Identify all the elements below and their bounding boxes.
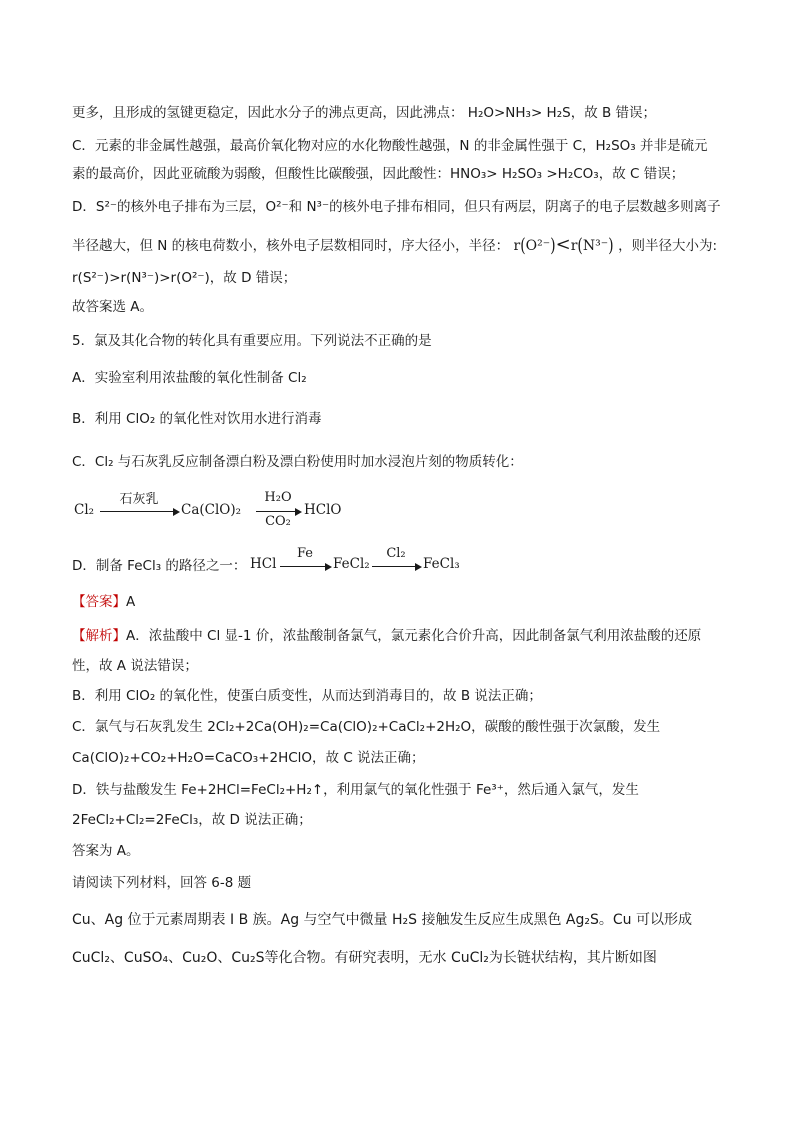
text-line: D．铁与盐酸发生 Fe+2HCl=FeCl₂+H₂↑，利用氯气的氧化性强于 Fe³⁺，然后通入氯气，发生 — [72, 782, 639, 798]
reaction-arrow-icon — [280, 566, 330, 567]
text-segment: ，则半径大小为: — [618, 238, 718, 254]
oxide-ion: O²⁻ — [525, 238, 551, 254]
less-than-sign: < — [555, 234, 571, 255]
scheme-c-arrow2-bottom: CO₂ — [265, 514, 291, 529]
text-line: 更多，且形成的氢键更稳定，因此水分子的沸点更高，因此沸点： H₂O>NH₃> H₂S，故 B 错误； — [72, 105, 657, 121]
text-line: 答案为 A。 — [72, 843, 140, 859]
radius-symbol: r — [570, 238, 578, 254]
analysis-text: A．浓盐酸中 Cl 显-1 价，浓盐酸制备氯气，氯元素化合价升高，因此制备氯气利用浓盐酸的还原 — [126, 628, 702, 644]
reaction-arrow-icon — [100, 511, 178, 512]
material-intro: 请阅读下列材料，回答 6-8 题 — [72, 875, 252, 891]
scheme-c-arrow2-top: H₂O — [264, 490, 292, 505]
text-line — [72, 235, 717, 256]
text-line: 性，故 A 说法错误； — [72, 658, 198, 674]
text-line: B．利用 ClO₂ 的氧化性，使蛋白质变性，从而达到消毒目的，故 B 说法正确； — [72, 688, 542, 704]
scheme-d-arrow1-label: Fe — [296, 546, 313, 561]
text-line: 素的最高价，因此亚硫酸为弱酸，但酸性比碳酸强，因此酸性：HNO₃> H₂SO₃ >H₂CO₃，故 C 错误； — [72, 166, 685, 182]
analysis-tag: 【解析】 — [72, 628, 126, 644]
scheme-d-end: FeCl₃ — [423, 556, 460, 572]
text-segment: 半径越大，但 N 的核电荷数小，核外电子层数相同时，序大径小，半径： — [72, 238, 510, 254]
radius-symbol: r — [513, 238, 521, 254]
material-text: CuCl₂、CuSO₄、Cu₂O、Cu₂S等化合物。有研究表明，无水 CuCl₂为长链状结构，其片断如图 — [72, 950, 657, 966]
option-c: C．Cl₂ 与石灰乳反应制备漂白粉及漂白粉使用时加水浸泡片刻的物质转化： — [72, 454, 523, 470]
text-line: r(S²⁻)>r(N³⁻)>r(O²⁻)，故 D 错误； — [72, 270, 297, 286]
text-line: D．S²⁻的核外电子排布为三层，O²⁻和 N³⁻的核外电子排布相同，但只有两层，阴离子的电子层数越多则离子 — [72, 199, 721, 215]
scheme-d-start: HCl — [250, 556, 277, 572]
question-stem: 5．氯及其化合物的转化具有重要应用。下列说法不正确的是 — [72, 333, 432, 349]
text-line: 2FeCl₂+Cl₂=2FeCl₃，故 D 说法正确； — [72, 812, 312, 828]
scheme-d-mid: FeCl₂ — [333, 556, 370, 572]
option-b: B．利用 ClO₂ 的氧化性对饮用水进行消毒 — [72, 411, 322, 427]
scheme-c-end: HClO — [304, 502, 342, 518]
scheme-c-arrow1-label: 石灰乳 — [119, 492, 159, 507]
material-text: Cu、Ag 位于元素周期表 I B 族。Ag 与空气中微量 H₂S 接触发生反应生成黑色 Ag₂S。Cu 可以形成 — [72, 912, 692, 928]
scheme-d-arrow2-label: Cl₂ — [386, 546, 406, 561]
scheme-c-start: Cl₂ — [74, 502, 95, 518]
scheme-c-mid: Ca(ClO)₂ — [181, 502, 242, 518]
radius-comparison: r(O²⁻)<r(N³⁻) — [513, 234, 614, 257]
option-a: A．实验室利用浓盐酸的氧化性制备 Cl₂ — [72, 370, 307, 386]
answer-value: A — [126, 594, 136, 610]
text-line: C．氯气与石灰乳发生 2Cl₂+2Ca(OH)₂=Ca(ClO)₂+CaCl₂+2H₂O，碳酸的酸性强于次氯酸，发生 — [72, 719, 661, 735]
text-line: Ca(ClO)₂+CO₂+H₂O=CaCO₃+2HClO，故 C 说法正确； — [72, 750, 425, 766]
answer-tag: 【答案】 — [72, 594, 126, 610]
option-d: D．制备 FeCl₃ 的路径之一： — [72, 558, 247, 574]
answer-line — [72, 592, 135, 612]
analysis-line — [72, 626, 701, 646]
reaction-arrow-icon — [256, 511, 300, 512]
text-line: C．元素的非金属性越强，最高价氧化物对应的水化物酸性越强，N 的非金属性强于 C，H₂SO₃ 并非是硫元 — [72, 138, 708, 154]
nitride-ion: N³⁻ — [582, 238, 609, 254]
text-line: 故答案选 A。 — [72, 299, 154, 315]
reaction-arrow-icon — [372, 566, 420, 567]
